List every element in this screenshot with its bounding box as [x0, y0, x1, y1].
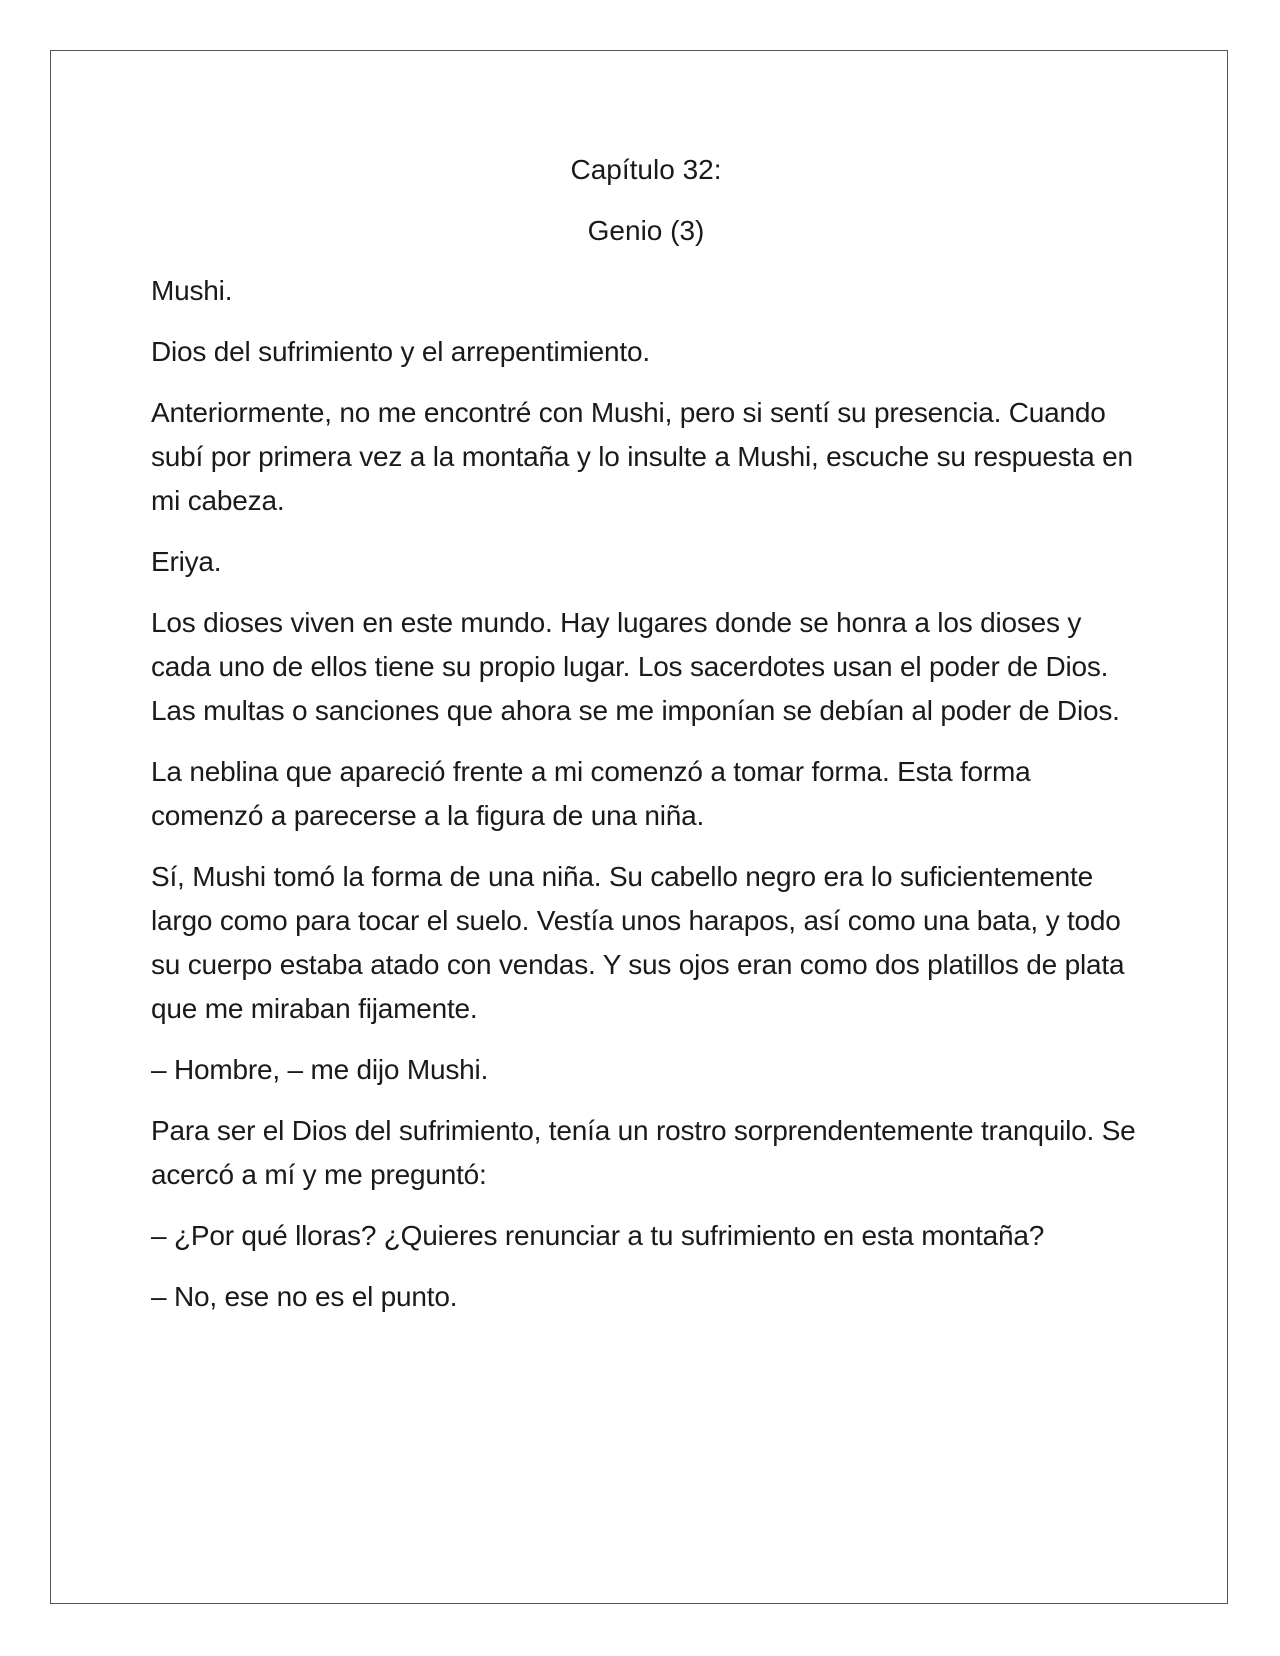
- paragraph: Eriya.: [151, 546, 222, 577]
- paragraph: Anteriormente, no me encontré con Mushi, pero si sentí su presencia. Cuando subí por primera vez a la montaña y lo insulte a Mushi, escuche su respuesta en mi cabeza.: [151, 397, 1133, 516]
- document-body: [151, 148, 1141, 1336]
- paragraph: Mushi.: [151, 275, 233, 306]
- paragraph: Dios del sufrimiento y el arrepentimiento.: [151, 336, 650, 367]
- chapter-title: Capítulo 32:: [570, 154, 722, 185]
- paragraph: – ¿Por qué lloras? ¿Quieres renunciar a tu sufrimiento en esta montaña?: [151, 1220, 1045, 1251]
- paragraph: – Hombre, – me dijo Mushi.: [151, 1054, 489, 1085]
- paragraph: Sí, Mushi tomó la forma de una niña. Su cabello negro era lo suficientemente largo como para tocar el suelo. Vestía unos harapos, así como una bata, y todo su cuerpo estaba atado con vendas. Y sus ojos eran como dos platillos de plata que me miraban fijamente.: [151, 861, 1125, 1024]
- paragraph: La neblina que apareció frente a mi comenzó a tomar forma. Esta forma comenzó a parecerse a la figura de una niña.: [151, 756, 1031, 831]
- paragraph: Los dioses viven en este mundo. Hay lugares donde se honra a los dioses y cada uno de ellos tiene su propio lugar. Los sacerdotes usan el poder de Dios. Las multas o sanciones que ahora se me imponían se debían al poder de Dios.: [151, 607, 1120, 726]
- paragraph: – No, ese no es el punto.: [151, 1281, 458, 1312]
- paragraph: Para ser el Dios del sufrimiento, tenía un rostro sorprendentemente tranquilo. Se acercó a mí y me preguntó:: [151, 1115, 1136, 1190]
- chapter-subtitle: Genio (3): [587, 215, 705, 246]
